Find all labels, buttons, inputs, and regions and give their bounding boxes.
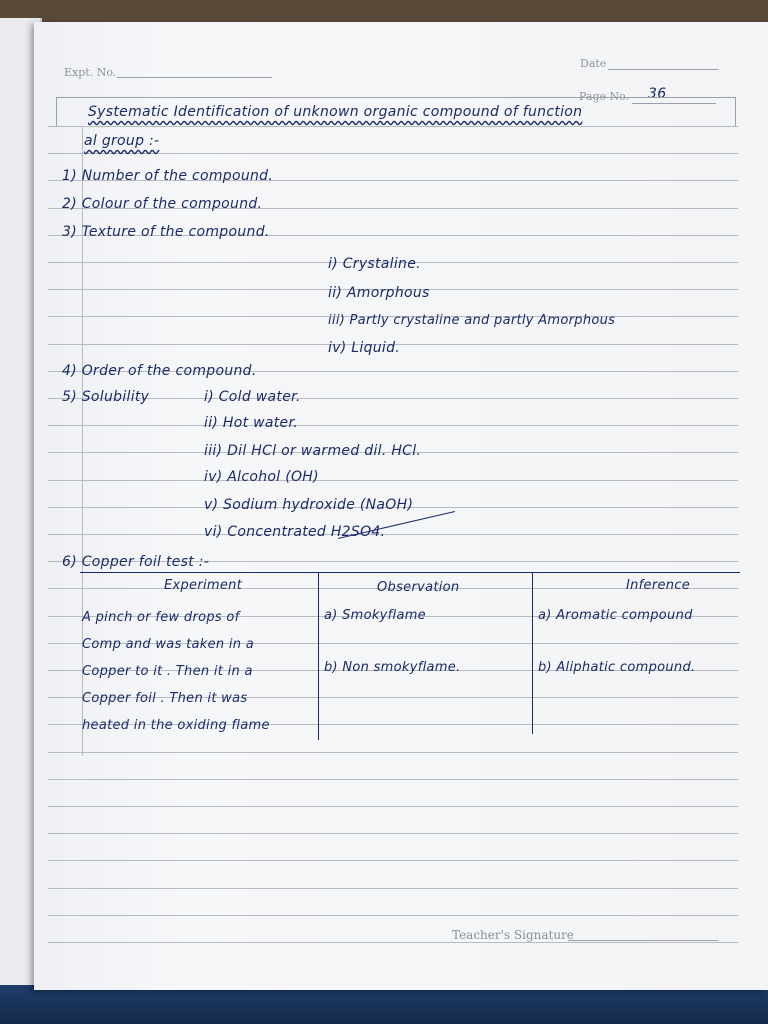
column-header-inference: Inference xyxy=(626,578,691,593)
item-order-of-compound: 4) Order of the compound. xyxy=(62,363,257,379)
page-title-line1: Systematic Identification of unknown organic compound of function xyxy=(88,104,583,120)
page-no-label: Page No. xyxy=(579,90,630,103)
solubility-option: i) Cold water. xyxy=(204,389,301,405)
table-column-divider xyxy=(318,572,319,740)
ruled-line xyxy=(48,915,738,916)
margin-line xyxy=(82,126,83,756)
observation-smoky-flame: a) Smokyflame xyxy=(324,608,426,623)
page-title-line2: al group :- xyxy=(84,133,160,149)
ruled-line xyxy=(48,833,738,834)
ruled-line xyxy=(48,153,738,154)
ruled-line xyxy=(48,126,738,127)
texture-option: i) Crystaline. xyxy=(328,256,421,272)
inference-aromatic: a) Aromatic compound xyxy=(538,608,693,623)
ruled-line xyxy=(48,806,738,807)
notebook-cover-edge xyxy=(0,985,768,1024)
date-label: Date xyxy=(580,57,607,70)
item-copper-foil-test: 6) Copper foil test :- xyxy=(62,554,210,570)
texture-option: iv) Liquid. xyxy=(328,340,401,356)
table-top-line xyxy=(80,572,740,573)
item-number-of-compound: 1) Number of the compound. xyxy=(62,168,274,184)
experiment-text-line: Comp and was taken in a xyxy=(82,637,254,652)
solubility-option: v) Sodium hydroxide (NaOH) xyxy=(204,497,414,513)
expt-no-label: Expt. No. xyxy=(64,66,117,79)
texture-option: ii) Amorphous xyxy=(328,285,430,301)
ruled-line xyxy=(48,425,738,426)
ruled-line xyxy=(48,480,738,481)
signature-line xyxy=(568,940,718,941)
ruled-line xyxy=(48,752,738,753)
experiment-text-line: Copper foil . Then it was xyxy=(82,691,248,706)
ruled-line xyxy=(48,779,738,780)
page-number: 36 xyxy=(648,86,667,102)
ruled-line xyxy=(48,398,738,399)
table-column-divider xyxy=(532,572,533,734)
column-header-observation: Observation xyxy=(377,580,460,595)
inference-aliphatic: b) Aliphatic compound. xyxy=(538,660,696,675)
experiment-text-line: heated in the oxiding flame xyxy=(82,718,270,733)
expt-no-line xyxy=(117,77,272,78)
experiment-text-line: A pinch or few drops of xyxy=(82,610,240,625)
ruled-line xyxy=(48,860,738,861)
ruled-line xyxy=(48,534,738,535)
solubility-option: iv) Alcohol (OH) xyxy=(204,469,319,485)
experiment-text-line: Copper to it . Then it in a xyxy=(82,664,253,679)
texture-option: iii) Partly crystaline and partly Amorphous xyxy=(328,313,616,328)
item-colour-of-compound: 2) Colour of the compound. xyxy=(62,196,263,212)
solubility-option: vi) Concentrated H2SO4. xyxy=(204,524,386,540)
solubility-option: ii) Hot water. xyxy=(204,415,298,431)
date-line xyxy=(608,69,718,70)
item-texture-of-compound: 3) Texture of the compound. xyxy=(62,224,270,240)
teachers-signature-label: Teacher's Signature xyxy=(452,928,574,942)
column-header-experiment: Experiment xyxy=(164,578,243,593)
solubility-option: iii) Dil HCl or warmed dil. HCl. xyxy=(204,443,422,459)
ruled-line xyxy=(48,942,738,943)
ruled-line xyxy=(48,888,738,889)
item-solubility-label: 5) Solubility xyxy=(62,389,150,405)
observation-non-smoky-flame: b) Non smokyflame. xyxy=(324,660,461,675)
